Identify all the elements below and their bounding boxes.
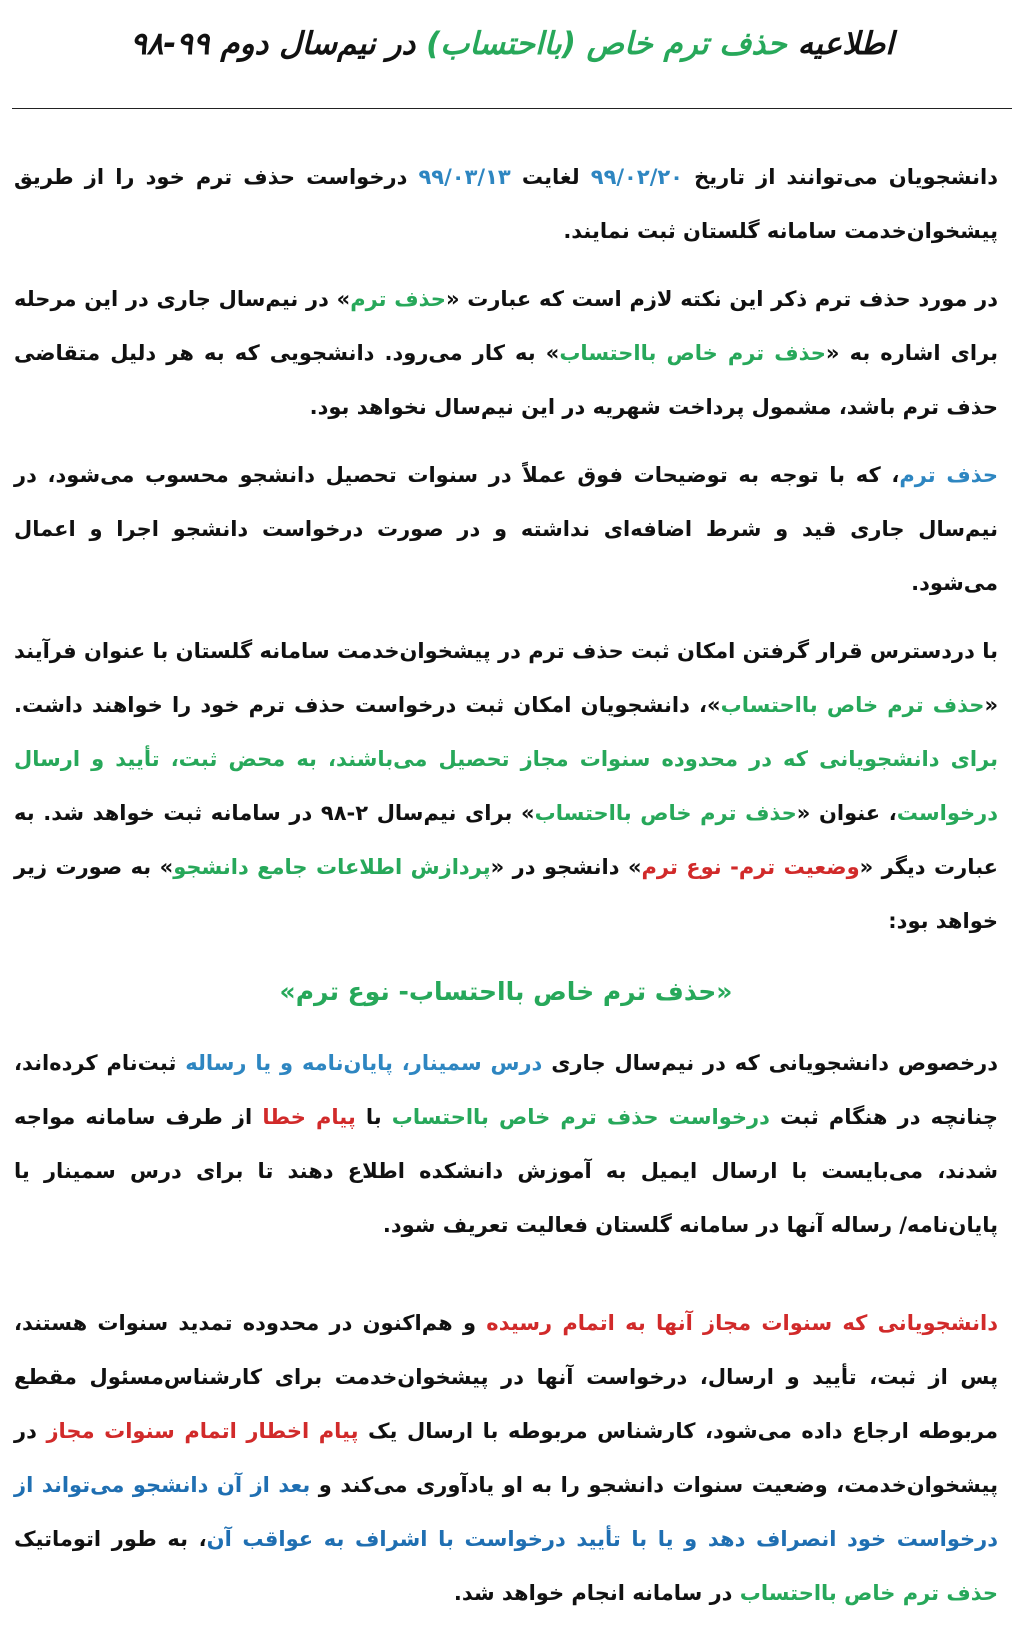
text: » دانشجو در « — [490, 855, 642, 879]
eligible-clause: برای دانشجویانی که در محدوده سنوات مجاز تحصیل می‌باشند، به محض ثبت، تأیید و ارسال درخواست — [14, 747, 999, 825]
term-highlight: حذف ترم خاص بااحتساب — [739, 1581, 998, 1605]
term-highlight: پردازش اطلاعات جامع دانشجو — [173, 855, 491, 879]
text: در مورد حذف ترم ذکر این نکته لازم است که عبارت « — [445, 287, 998, 311]
text: ، که با توجه به توضیحات فوق عملاً در سنوات تحصیل دانشجو محسوب می‌شود، در نیم‌سال جاری قید و شرط اضافه‌ای نداشته و در صورت درخواست دانشجو اجرا و اعمال می‌شود. — [14, 463, 998, 595]
paragraph-dates — [14, 150, 998, 258]
text: لغایت — [510, 165, 591, 189]
text: از طرف سامانه مواجه شدند، می‌بایست با ارسال ایمیل به آموزش دانشکده اطلاع دهند تا برای درس سمینار یا پایان‌نامه/ رساله آنها در سامانه گلستان فعالیت تعریف شود. — [14, 1105, 998, 1237]
course-types: درس سمینار، پایان‌نامه و یا رساله — [185, 1051, 543, 1075]
page-title — [0, 14, 1024, 74]
announcement-body — [14, 150, 998, 1634]
text: در سامانه انجام خواهد شد. — [453, 1581, 740, 1605]
text: دانشجویان می‌توانند از تاریخ — [683, 165, 999, 189]
student-option: بعد از آن دانشجو می‌تواند از درخواست خود انصراف دهد و یا با تأیید درخواست با اشراف به عواقب آن — [14, 1473, 998, 1551]
term-highlight: حذف ترم خاص بااحتساب — [534, 801, 797, 825]
term-highlight: حذف ترم خاص بااحتساب — [720, 693, 985, 717]
warning-message: پیام اخطار اتمام سنوات مجاز — [46, 1419, 359, 1443]
date-to: ۹۹/۰۳/۱۳ — [418, 165, 511, 189]
paragraph-definition — [14, 272, 998, 434]
paragraph-seminar — [14, 1036, 998, 1252]
text: » در نیم‌سال جاری در این مرحله برای اشاره به « — [14, 287, 999, 365]
text: ، به طور اتوماتیک — [14, 1527, 207, 1551]
text: درخواست حذف ترم خود را از طریق پیشخوان‌خدمت سامانه گلستان ثبت نمایند. — [14, 165, 998, 243]
text: و هم‌اکنون در محدوده تمدید سنوات هستند، پس از ثبت، تأیید و ارسال، درخواست آنها در پیشخوان‌خدمت برای کارشناس‌مسئول مقطع مربوطه ارجاع داده می‌شود، کارشناس مربوطه با ارسال یک — [14, 1311, 998, 1443]
term-highlight: حذف ترم — [350, 287, 446, 311]
title-divider — [12, 108, 1012, 109]
text: » برای نیم‌سال ۲-۹۸ در سامانه ثبت خواهد شد. به عبارت دیگر « — [14, 801, 999, 879]
title-prefix: اطلاعیه — [786, 26, 894, 62]
term-highlight: وضعیت ترم- نوع ترم — [641, 855, 860, 879]
paragraph-process — [14, 624, 998, 948]
paragraph-conditions — [14, 448, 998, 610]
text: درخصوص دانشجویانی که در نیم‌سال جاری — [542, 1051, 998, 1075]
text: با دردسترس قرار گرفتن امکان ثبت حذف ترم در پیشخوان‌خدمت سامانه گلستان با عنوان فرآیند « — [14, 639, 999, 717]
text: با — [355, 1105, 392, 1129]
text: در پیشخوان‌خدمت، وضعیت سنوات دانشجو را به او یادآوری می‌کند و — [14, 1419, 998, 1497]
text: » به صورت زیر خواهد بود: — [14, 855, 998, 933]
text: ثبت‌نام کرده‌اند، چنانچه در هنگام ثبت — [14, 1051, 998, 1129]
title-highlight: حذف ترم خاص (بااحتساب) — [426, 26, 787, 62]
date-from: ۹۹/۰۲/۲۰ — [590, 165, 683, 189]
term-highlight: درخواست حذف ترم خاص بااحتساب — [391, 1105, 770, 1129]
expired-students: دانشجویانی که سنوات مجاز آنها به اتمام رسیده — [486, 1311, 998, 1335]
text: » به کار می‌رود. دانشجویی که به هر دلیل متقاضی حذف ترم باشد، مشمول پرداخت شهریه در این نیم‌سال نخواهد بود. — [14, 341, 998, 419]
error-message: پیام خطا — [262, 1105, 356, 1129]
term-highlight: حذف ترم خاص بااحتساب — [559, 341, 826, 365]
title-suffix: در نیم‌سال دوم ۹۹-۹۸ — [130, 26, 427, 62]
status-example: «حذف ترم خاص بااحتساب- نوع ترم» — [279, 977, 733, 1006]
text: »، دانشجویان امکان ثبت درخواست حذف ترم خود را خواهند داشت. — [14, 693, 721, 717]
term-highlight: حذف ترم — [899, 463, 998, 487]
paragraph-expired — [14, 1296, 998, 1620]
text: ، عنوان « — [796, 801, 897, 825]
